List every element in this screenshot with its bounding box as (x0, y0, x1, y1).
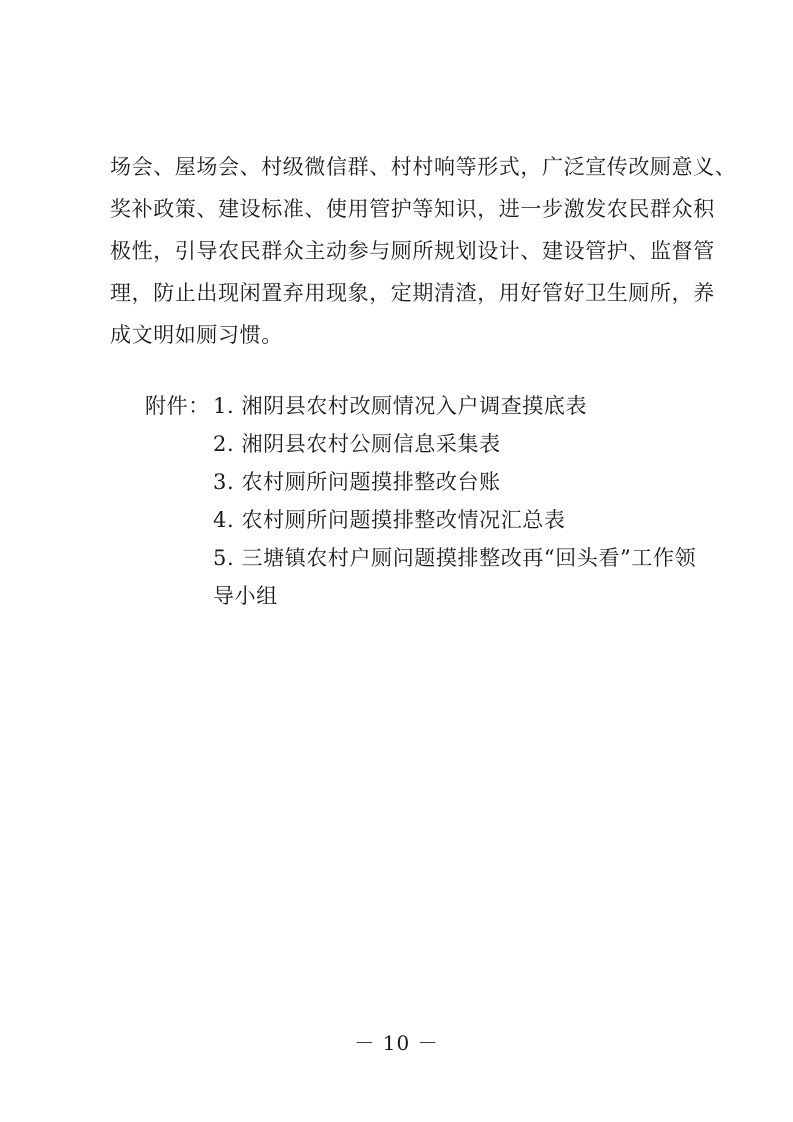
body-line-1: 场会、屋场会、村级微信群、村村响等形式，广泛宣传改厕意义、 (110, 155, 737, 179)
attachment-item-5 (145, 539, 705, 577)
attachment-item-text: 4. 农村厕所问题摸排整改情况汇总表 (213, 508, 566, 532)
attachment-item-2 (145, 425, 705, 463)
attachments-list (145, 387, 705, 615)
attachments-label: 附件： (145, 394, 210, 418)
attachment-item-4 (145, 501, 705, 539)
attachment-item-text: 2. 湘阴县农村公厕信息采集表 (213, 432, 501, 456)
attachment-item-text: 5. 三塘镇农村户厕问题摸排整改再“回头看”工作领 (213, 546, 697, 570)
body-line-5: 成文明如厕习惯。 (110, 323, 283, 347)
attachment-item-text: 1. 湘阴县农村改厕情况入户调查摸底表 (213, 394, 588, 418)
attachment-item-3 (145, 463, 705, 501)
attachment-item-text: 3. 农村厕所问题摸排整改台账 (213, 470, 501, 494)
body-line-3: 极性，引导农民群众主动参与厕所规划设计、建设管护、监督管 (110, 239, 715, 263)
body-line-2: 奖补政策、建设标准、使用管护等知识，进一步激发农民群众积 (110, 197, 715, 221)
body-line-4: 理，防止出现闲置弃用现象，定期清渣，用好管好卫生厕所，养 (110, 281, 715, 305)
attachment-item-5-continuation (145, 577, 705, 615)
attachment-item-1 (145, 387, 705, 425)
body-paragraph (110, 146, 737, 356)
attachment-item-text: 导小组 (213, 584, 278, 608)
page-number: － 10 － (354, 1031, 439, 1055)
